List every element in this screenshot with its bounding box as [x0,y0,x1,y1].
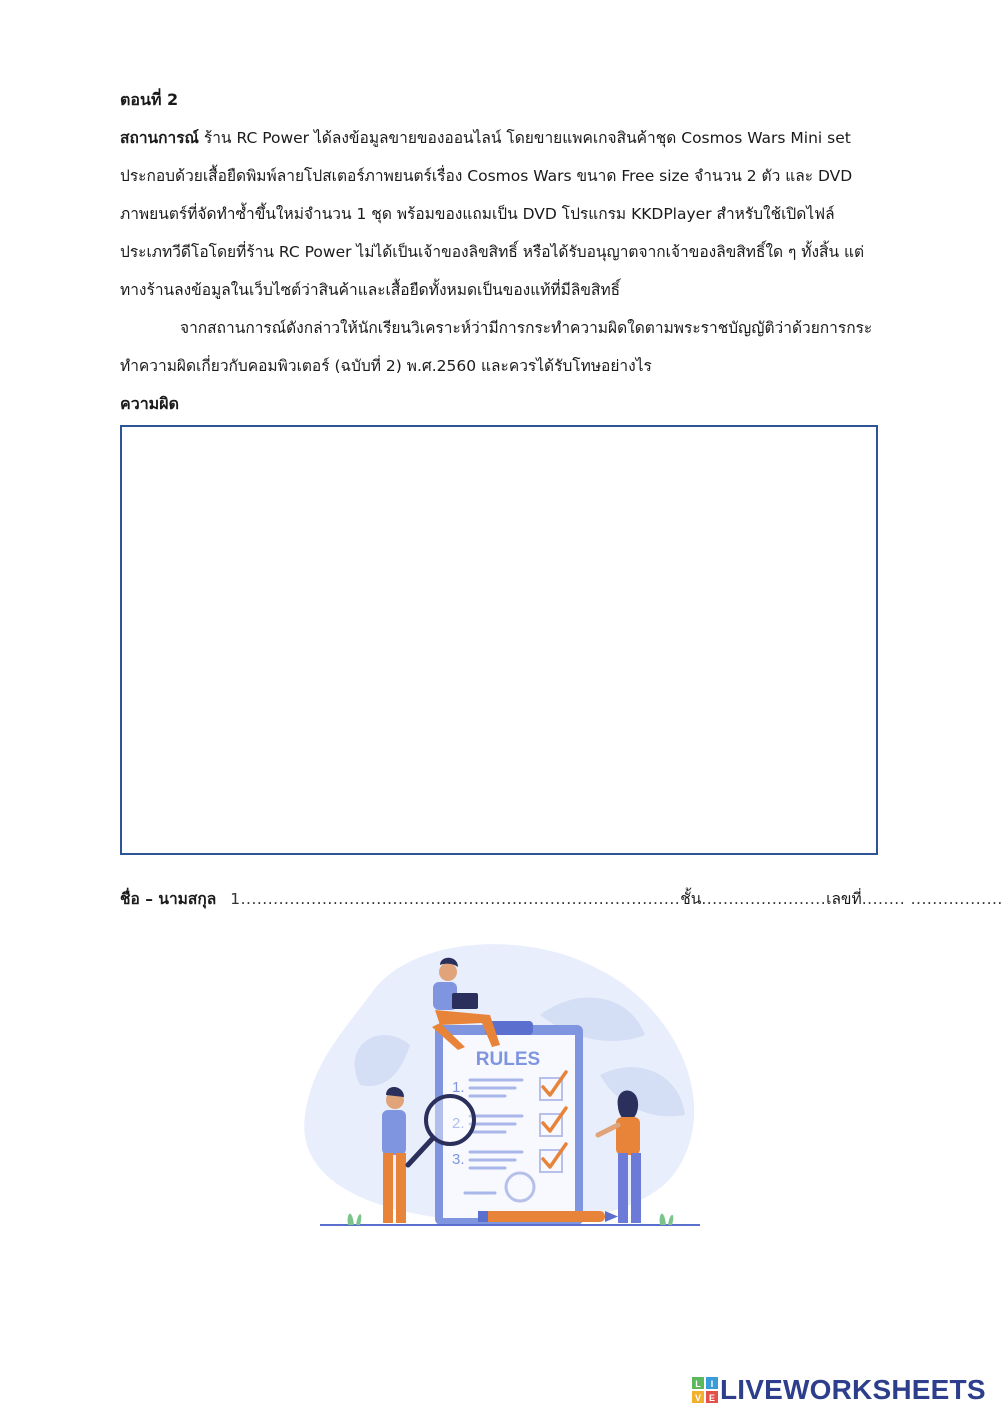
pencil [480,1211,605,1222]
scenario-paragraph [120,119,880,309]
question-paragraph: จากสถานการณ์ดังกล่าวให้นักเรียนวิเคราะห์ว่ามีการกระทำความผิดใดตามพระราชบัญญัติว่าด้วยการกระทำความผิดเกี่ยวกับคอมพิวเตอร์ (ฉบับที่ 2) พ.ศ.2560 และควรได้รับโทษอย่างไร [120,319,873,375]
name-field[interactable]: 1................................................................................. [230,890,681,908]
answer-label: ความผิด [120,394,179,413]
class-label: ชั้น [680,890,702,908]
scenario-label: สถานการณ์ [120,129,199,147]
number-field[interactable]: ........ ................. [861,890,1003,908]
scenario-text: ร้าน RC Power ได้ลงข้อมูลขายของออนไลน์ โดยขายแพคเกจสินค้าชุด Cosmos Wars Mini set ประกอบด้วยเสื้อยืดพิมพ์ลายโปสเตอร์ภาพยนตร์เรื่อง Cosmos Wars ขนาด Free size จำนวน 2 ตัว และ DVD ภาพยนตร์ที่จัดทำซ้ำขึ้นใหม่จำนวน 1 ชุด พร้อมของแถมเป็น DVD โปรแกรม KKDPlayer สำหรับใช้เปิดไฟล์ประเภทวีดีโอโดยที่ร้าน RC Power ไม่ได้เป็นเจ้าของลิขสิทธิ์ หรือได้รับอนุญาตจากเจ้าของลิขสิทธิ์ใด ๆ ทั้งสิ้น แต่ทางร้านลงข้อมูลในเว็บไซต์ว่าสินค้าและเสื้อยืดทั้งหมดเป็นของแท้ที่มีลิขสิทธิ์ [120,129,865,299]
number-label: เลขที่ [826,890,862,908]
rules-title: RULES [475,1049,541,1070]
class-field[interactable]: ....................... [701,890,827,908]
logo-mark-icon [692,1377,718,1403]
svg-text:E: E [708,1393,716,1403]
name-label: ชื่อ – นามสกุล [120,890,217,908]
logo-text: LIVEWORKSHEETS [720,1374,986,1405]
svg-text:I: I [710,1379,714,1389]
answer-textbox[interactable] [120,425,878,855]
svg-text:L: L [695,1379,701,1389]
section-heading: ตอนที่ 2 [120,90,179,109]
student-info-row [120,886,1003,911]
rule-number-1: 1. [452,1079,465,1096]
rules-illustration [300,935,705,1235]
svg-text:V: V [694,1393,702,1403]
liveworksheets-logo[interactable] [692,1374,986,1406]
rule-number-3: 3. [452,1151,465,1168]
